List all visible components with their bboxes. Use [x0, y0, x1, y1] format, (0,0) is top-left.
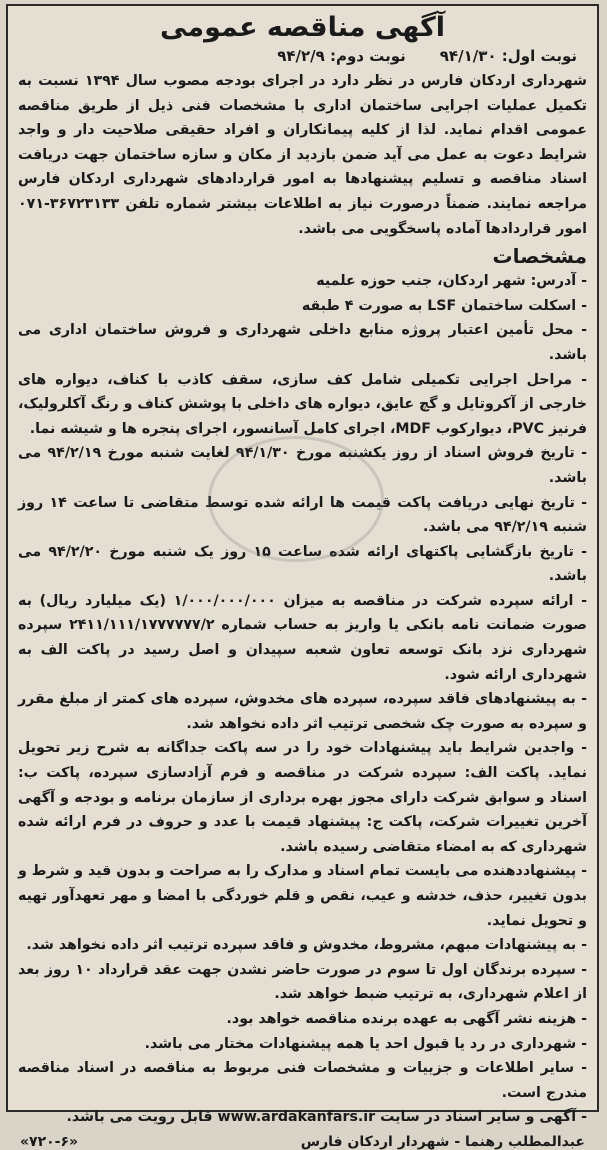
spec-item: - ارائه سپرده شرکت در مناقصه به میزان ۱/۰۰۰/۰۰۰/۰۰۰ (یک میلیارد ریال) به صورت ضمانت نامه بانکی یا واریز به حساب شماره ۲۴۱۱/۱۱۱/۱۷۷۷۷۷۷/۲ سپرده شهرداری نزد بانک توسعه تعاون شعبه سپیدان و اصل رسید در پاکت الف به شهرداری ارائه شود.	[18, 592, 588, 683]
spec-item: - محل تأمین اعتبار پروژه منابع داخلی شهرداری و فروش ساختمان اداری می باشد.	[18, 322, 587, 363]
spec-item: - مراحل اجرایی تکمیلی شامل کف سازی، سقف کاذب با کناف، دیواره های خارجی از آکروتایل و گچ عایق، دیواره های داخلی با پوشش کناف و رنگ آکلرولیک، فرنیز PVC، دیوارکوب MDF، اجرای کامل آسانسور، اجرای پنجره ها و شیشه نما.	[18, 371, 587, 437]
ad-code: «۷۲۰-۶»	[20, 1133, 79, 1150]
footer	[18, 1134, 587, 1150]
spec-item: - آگهی و سایر اسناد در سایت www.ardakanfars.ir قابل رویت می باشد.	[66, 1109, 587, 1126]
spec-item: - پیشنهاددهنده می بایست تمام اسناد و مدارک را به صراحت و بدون قید و شرط و بدون تغییر، حذف، خدشه و عیب، نقص و قلم خوردگی با امضا و مهر تعهدآور تهیه و تحویل نماید.	[18, 863, 587, 929]
first-publication-date: نوبت اول: ۹۴/۱/۳۰	[439, 47, 577, 65]
spec-item: - تاریخ نهایی دریافت پاکت قیمت ها ارائه شده توسط متقاضی تا ساعت ۱۴ روز شنبه ۹۴/۲/۱۹ می باشد.	[18, 494, 588, 536]
intro-paragraph: شهرداری اردکان فارس در نظر دارد در اجرای بودجه مصوب سال ۱۳۹۴ نسبت به تکمیل عملیات اجرایی ساختمان اداری با مشخصات فنی ذیل از طریق مناقصه عمومی اقدام نماید. لذا از کلیه پیمانکاران و افراد حقیقی صلاحیت دار و واجد شرایط دعوت به عمل می آید ضمن بازدید از مکان و سازه ساختمان جهت دریافت اسناد مناقصه و تسلیم پیشنهادها به امور قراردادهای شهرداری اردکان فارس مراجعه نمایند. ضمناً درصورت نیاز به اطلاعات بیشتر شماره تلفن ۳۶۷۲۳۱۳۳-۰۷۱ امور قراردادها آماده پاسخگویی می باشد.	[18, 73, 587, 237]
spec-item: - هزینه نشر آگهی به عهده برنده مناقصه خواهد بود.	[226, 1010, 587, 1027]
spec-item: - به پیشنهادهای فاقد سپرده، سپرده های مخدوش، سپرده های کمتر از مبلغ مقرر و سپرده به صورت چک شخصی ترتیب اثر داده نخواهد شد.	[18, 691, 587, 732]
spec-item: - واجدین شرایط باید پیشنهادات خود را در سه پاکت جداگانه به شرح زیر تحویل نماید. پاکت الف: سپرده شرکت در مناقصه و فرم آزادسازی سپرده، پاکت ب: اسناد و سوابق شرکت دارای مجوز بهره برداری از سازمان برنامه و بودجه و آگهی آخرین تغییرات شرکت، پاکت ج: پیشنهاد قیمت با عدد و حروف در فرم ارائه شده شهرداری که به امضاء متقاضی رسیده باشد.	[18, 740, 587, 855]
spec-item: - شهرداری در رد یا قبول احد یا همه پیشنهادات مختار می باشد.	[144, 1035, 587, 1052]
spec-item: - تاریخ فروش اسناد از روز یکشنبه مورخ ۹۴/۱/۳۰ لغایت شنبه مورخ ۹۴/۲/۱۹ می باشد.	[18, 445, 587, 486]
announcement-page	[6, 4, 599, 1150]
spec-item: - آدرس: شهر اردکان، جنب حوزه علمیه	[316, 273, 587, 290]
page-title: آگهی مناقصه عمومی	[160, 12, 445, 43]
spec-item: - سپرده برندگان اول تا سوم در صورت حاضر نشدن جهت عقد قرارداد ۱۰ روز بعد از اعلام شهرداری، به ترتیب ضبط خواهد شد.	[18, 961, 587, 1003]
signature: عبدالمطلب رهنما - شهردار اردکان فارس	[300, 1133, 585, 1150]
specs-list	[18, 269, 587, 1130]
spec-item: - تاریخ بازگشایی پاکتهای ارائه شده ساعت ۱۵ روز یک شنبه مورخ ۹۴/۲/۲۰ می باشد.	[18, 543, 588, 585]
spec-item: - به پیشنهادات مبهم، مشروط، مخدوش و فاقد سپرده ترتیب اثر داده نخواهد شد.	[26, 937, 587, 954]
specs-heading: مشخصات	[492, 244, 587, 269]
spec-item: - سایر اطلاعات و جزییات و مشخصات فنی مربوط به مناقصه در اسناد مناقصه مندرج است.	[18, 1060, 587, 1101]
second-publication-date: نوبت دوم: ۹۴/۲/۹	[277, 47, 406, 65]
spec-item: - اسکلت ساختمان LSF به صورت ۴ طبقه	[301, 297, 587, 314]
publication-dates	[18, 47, 577, 65]
